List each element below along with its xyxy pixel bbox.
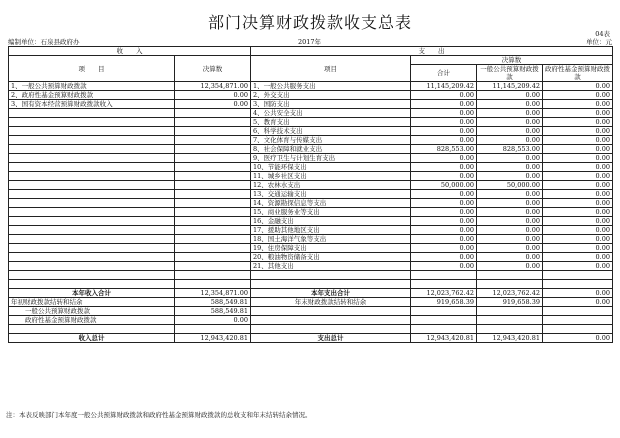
expense-general-value: 0.00 bbox=[477, 118, 543, 127]
expense-general-value: 0.00 bbox=[477, 136, 543, 145]
total-header: 合计 bbox=[411, 65, 477, 82]
income-sum-label: 收入总计 bbox=[9, 333, 175, 342]
expense-item-label: 20、粮油物资储备支出 bbox=[251, 253, 411, 262]
expense-total-value: 0.00 bbox=[411, 208, 477, 217]
table-row bbox=[9, 100, 613, 109]
expense-item-label: 18、国土海洋气象等支出 bbox=[251, 235, 411, 244]
empty-cell bbox=[175, 199, 251, 208]
table-row bbox=[9, 118, 613, 127]
empty-cell bbox=[477, 279, 543, 288]
expense-total-value: 50,000.00 bbox=[411, 181, 477, 190]
expense-sum-total: 12,943,420.81 bbox=[411, 333, 477, 342]
expense-fund-value: 0.00 bbox=[543, 109, 613, 118]
empty-cell bbox=[9, 163, 175, 172]
empty-cell bbox=[175, 136, 251, 145]
empty-cell bbox=[543, 324, 613, 333]
carry-fund-label: 政府性基金预算财政拨款 bbox=[9, 315, 175, 324]
ending-total: 919,658.39 bbox=[411, 297, 477, 306]
carry-general-label: 一般公共预算财政拨款 bbox=[9, 306, 175, 315]
summary-row bbox=[9, 306, 613, 315]
ending-label: 年末财政拨款结转和结余 bbox=[251, 297, 411, 306]
empty-cell bbox=[9, 181, 175, 190]
empty-cell bbox=[477, 315, 543, 324]
expense-general-value: 50,000.00 bbox=[477, 181, 543, 190]
blank-row bbox=[9, 271, 613, 280]
year-label: 2017年 bbox=[298, 38, 322, 46]
expense-item-label: 10、节能环保支出 bbox=[251, 163, 411, 172]
expense-total-label: 本年支出合计 bbox=[251, 288, 411, 297]
empty-cell bbox=[175, 145, 251, 154]
expense-total-value: 0.00 bbox=[411, 163, 477, 172]
expense-total-value: 0.00 bbox=[411, 199, 477, 208]
table-row bbox=[9, 217, 613, 226]
empty-cell bbox=[411, 279, 477, 288]
expense-sum-fund: 0.00 bbox=[543, 333, 613, 342]
empty-cell bbox=[175, 235, 251, 244]
expense-sum-label: 支出总计 bbox=[251, 333, 411, 342]
expense-fund-value: 0.00 bbox=[543, 82, 613, 91]
expense-general-value: 0.00 bbox=[477, 190, 543, 199]
org-info-line bbox=[8, 37, 612, 46]
header-row-1 bbox=[9, 47, 613, 56]
expense-total-fund: 0.00 bbox=[543, 288, 613, 297]
expense-total-value: 0.00 bbox=[411, 154, 477, 163]
empty-cell bbox=[9, 262, 175, 271]
income-total-label: 本年收入合计 bbox=[9, 288, 175, 297]
expense-general-value: 11,145,209.42 bbox=[477, 82, 543, 91]
expense-item-label: 9、医疗卫生与计划生育支出 bbox=[251, 154, 411, 163]
empty-cell bbox=[477, 306, 543, 315]
expense-fund-value: 0.00 bbox=[543, 253, 613, 262]
table-row bbox=[9, 154, 613, 163]
expense-total-value: 0.00 bbox=[411, 136, 477, 145]
expense-item-label: 13、交通运输支出 bbox=[251, 190, 411, 199]
income-item-value: 12,354,871.00 bbox=[175, 82, 251, 91]
empty-cell bbox=[251, 315, 411, 324]
expense-general-value: 0.00 bbox=[477, 235, 543, 244]
expense-item-label: 12、农林水支出 bbox=[251, 181, 411, 190]
expense-general-value: 0.00 bbox=[477, 109, 543, 118]
income-total-value: 12,354,871.00 bbox=[175, 288, 251, 297]
expense-general-value: 0.00 bbox=[477, 91, 543, 100]
empty-cell bbox=[175, 172, 251, 181]
empty-cell bbox=[9, 118, 175, 127]
empty-cell bbox=[251, 271, 411, 280]
expense-fund-value: 0.00 bbox=[543, 172, 613, 181]
empty-cell bbox=[175, 262, 251, 271]
expense-total-general: 12,023,762.42 bbox=[477, 288, 543, 297]
expense-total-value: 0.00 bbox=[411, 100, 477, 109]
summary-row bbox=[9, 315, 613, 324]
table-row bbox=[9, 208, 613, 217]
empty-cell bbox=[9, 136, 175, 145]
expense-total-value: 11,145,209.42 bbox=[411, 82, 477, 91]
expense-item-label: 19、住房保障支出 bbox=[251, 244, 411, 253]
summary-row bbox=[9, 297, 613, 306]
expense-fund-value: 0.00 bbox=[543, 163, 613, 172]
table-row bbox=[9, 199, 613, 208]
expense-general-value: 0.00 bbox=[477, 100, 543, 109]
expense-fund-value: 0.00 bbox=[543, 199, 613, 208]
expense-total-value: 0.00 bbox=[411, 127, 477, 136]
expense-general-value: 0.00 bbox=[477, 127, 543, 136]
income-item-header: 项 目 bbox=[9, 56, 175, 82]
expense-total-sum: 12,023,762.42 bbox=[411, 288, 477, 297]
table-row bbox=[9, 109, 613, 118]
expense-general-value: 0.00 bbox=[477, 262, 543, 271]
expense-total-value: 0.00 bbox=[411, 118, 477, 127]
empty-cell bbox=[175, 324, 251, 333]
empty-cell bbox=[543, 306, 613, 315]
empty-cell bbox=[175, 217, 251, 226]
expense-fund-value: 0.00 bbox=[543, 118, 613, 127]
empty-cell bbox=[175, 118, 251, 127]
empty-cell bbox=[175, 279, 251, 288]
carryover-value: 588,549.81 bbox=[175, 297, 251, 306]
income-item-label: 3、国有资本经营预算财政拨款收入 bbox=[9, 100, 175, 109]
expense-item-label: 2、外交支出 bbox=[251, 91, 411, 100]
empty-cell bbox=[9, 172, 175, 181]
org-label: 编制单位：石泉县政府办 bbox=[8, 38, 80, 46]
expense-general-value: 0.00 bbox=[477, 199, 543, 208]
empty-cell bbox=[175, 163, 251, 172]
expense-sum-general: 12,943,420.81 bbox=[477, 333, 543, 342]
table-row bbox=[9, 136, 613, 145]
expense-fund-value: 0.00 bbox=[543, 226, 613, 235]
table-row bbox=[9, 91, 613, 100]
expense-total-value: 0.00 bbox=[411, 226, 477, 235]
carry-fund-value: 0.00 bbox=[175, 315, 251, 324]
empty-cell bbox=[175, 181, 251, 190]
form-number: 04表 bbox=[595, 30, 610, 38]
summary-row bbox=[9, 333, 613, 342]
expense-fund-value: 0.00 bbox=[543, 181, 613, 190]
empty-cell bbox=[9, 217, 175, 226]
expense-item-label: 11、城乡社区支出 bbox=[251, 172, 411, 181]
empty-cell bbox=[251, 324, 411, 333]
empty-cell bbox=[543, 271, 613, 280]
expense-general-value: 828,553.00 bbox=[477, 145, 543, 154]
expense-item-label: 15、商业服务业等支出 bbox=[251, 208, 411, 217]
table-row bbox=[9, 181, 613, 190]
empty-cell bbox=[411, 315, 477, 324]
expense-general-value: 0.00 bbox=[477, 208, 543, 217]
table-row bbox=[9, 253, 613, 262]
header-row-2 bbox=[9, 56, 613, 65]
summary-row bbox=[9, 288, 613, 297]
empty-cell bbox=[175, 244, 251, 253]
empty-cell bbox=[477, 324, 543, 333]
table-row bbox=[9, 145, 613, 154]
expense-item-label: 7、文化体育与传媒支出 bbox=[251, 136, 411, 145]
expense-fund-value: 0.00 bbox=[543, 136, 613, 145]
empty-cell bbox=[9, 145, 175, 154]
empty-cell bbox=[411, 271, 477, 280]
expense-item-label: 21、其他支出 bbox=[251, 262, 411, 271]
table-row bbox=[9, 172, 613, 181]
expense-general-value: 0.00 bbox=[477, 172, 543, 181]
expense-total-value: 0.00 bbox=[411, 109, 477, 118]
ending-fund: 0.00 bbox=[543, 297, 613, 306]
expense-fund-value: 0.00 bbox=[543, 190, 613, 199]
expense-fund-value: 0.00 bbox=[543, 127, 613, 136]
empty-cell bbox=[251, 279, 411, 288]
empty-cell bbox=[9, 109, 175, 118]
expense-fund-value: 0.00 bbox=[543, 262, 613, 271]
expense-general-value: 0.00 bbox=[477, 163, 543, 172]
table-row bbox=[9, 82, 613, 91]
income-item-value: 0.00 bbox=[175, 91, 251, 100]
empty-cell bbox=[175, 127, 251, 136]
expense-item-label: 17、援助其他地区支出 bbox=[251, 226, 411, 235]
empty-cell bbox=[9, 279, 175, 288]
expense-item-label: 14、资源勘探信息等支出 bbox=[251, 199, 411, 208]
unit-label: 单位：元 bbox=[586, 38, 612, 46]
empty-cell bbox=[543, 315, 613, 324]
empty-cell bbox=[9, 226, 175, 235]
empty-cell bbox=[477, 271, 543, 280]
expense-total-value: 0.00 bbox=[411, 262, 477, 271]
table-row bbox=[9, 190, 613, 199]
expense-fund-value: 0.00 bbox=[543, 154, 613, 163]
expense-item-label: 8、社会保障和就业支出 bbox=[251, 145, 411, 154]
expense-item-label: 3、国防支出 bbox=[251, 100, 411, 109]
empty-cell bbox=[175, 271, 251, 280]
expense-general-value: 0.00 bbox=[477, 217, 543, 226]
income-item-value: 0.00 bbox=[175, 100, 251, 109]
expense-total-value: 0.00 bbox=[411, 253, 477, 262]
expense-item-label: 1、一般公共服务支出 bbox=[251, 82, 411, 91]
empty-cell bbox=[175, 109, 251, 118]
empty-cell bbox=[9, 271, 175, 280]
page-title: 部门决算财政拨款收支总表 bbox=[207, 13, 412, 32]
empty-cell bbox=[175, 208, 251, 217]
expense-fund-value: 0.00 bbox=[543, 217, 613, 226]
table-row bbox=[9, 226, 613, 235]
expense-general-value: 0.00 bbox=[477, 226, 543, 235]
table-row bbox=[9, 244, 613, 253]
expense-total-value: 0.00 bbox=[411, 217, 477, 226]
fund-header: 政府性基金预算财政拨款 bbox=[543, 65, 613, 82]
blank-row bbox=[9, 279, 613, 288]
expense-total-value: 0.00 bbox=[411, 235, 477, 244]
expense-fund-value: 0.00 bbox=[543, 91, 613, 100]
expense-total-value: 0.00 bbox=[411, 190, 477, 199]
empty-cell bbox=[9, 190, 175, 199]
footnote: 注：本表反映部门本年度一般公共预算财政拨款和政府性基金预算财政拨款的总收支和年末结转结余情况。 bbox=[6, 411, 312, 419]
empty-cell bbox=[9, 324, 175, 333]
expense-item-label: 5、教育支出 bbox=[251, 118, 411, 127]
expense-total-value: 0.00 bbox=[411, 244, 477, 253]
expense-fund-value: 0.00 bbox=[543, 100, 613, 109]
table-row bbox=[9, 262, 613, 271]
empty-cell bbox=[175, 154, 251, 163]
summary-row bbox=[9, 324, 613, 333]
expense-item-label: 4、公共安全支出 bbox=[251, 109, 411, 118]
empty-cell bbox=[411, 306, 477, 315]
empty-cell bbox=[411, 324, 477, 333]
carry-general-value: 588,549.81 bbox=[175, 306, 251, 315]
expense-total-value: 828,553.00 bbox=[411, 145, 477, 154]
income-header: 收 入 bbox=[9, 47, 251, 56]
empty-cell bbox=[543, 279, 613, 288]
finance-summary-table bbox=[8, 46, 613, 343]
empty-cell bbox=[175, 253, 251, 262]
ending-general: 919,658.39 bbox=[477, 297, 543, 306]
expense-fund-value: 0.00 bbox=[543, 208, 613, 217]
empty-cell bbox=[9, 244, 175, 253]
carryover-label: 年初财政拨款结转和结余 bbox=[9, 297, 175, 306]
expense-item-label: 16、金融支出 bbox=[251, 217, 411, 226]
expense-general-value: 0.00 bbox=[477, 253, 543, 262]
income-amount-header: 决算数 bbox=[175, 56, 251, 82]
empty-cell bbox=[9, 208, 175, 217]
expense-total-value: 0.00 bbox=[411, 91, 477, 100]
expense-general-value: 0.00 bbox=[477, 244, 543, 253]
empty-cell bbox=[175, 190, 251, 199]
empty-cell bbox=[9, 154, 175, 163]
expense-total-value: 0.00 bbox=[411, 172, 477, 181]
expense-item-header: 项目 bbox=[251, 56, 411, 82]
expense-general-value: 0.00 bbox=[477, 154, 543, 163]
empty-cell bbox=[9, 127, 175, 136]
table-row bbox=[9, 127, 613, 136]
general-header: 一般公共预算财政拨款 bbox=[477, 65, 543, 82]
table-row bbox=[9, 235, 613, 244]
expense-amount-header: 决算数 bbox=[411, 56, 613, 65]
empty-cell bbox=[9, 253, 175, 262]
empty-cell bbox=[251, 306, 411, 315]
income-item-label: 1、一般公共预算财政拨款 bbox=[9, 82, 175, 91]
expense-header: 支 出 bbox=[251, 47, 613, 56]
expense-fund-value: 0.00 bbox=[543, 244, 613, 253]
table-row bbox=[9, 163, 613, 172]
expense-item-label: 6、科学技术支出 bbox=[251, 127, 411, 136]
empty-cell bbox=[9, 235, 175, 244]
expense-fund-value: 0.00 bbox=[543, 235, 613, 244]
income-sum-value: 12,943,420.81 bbox=[175, 333, 251, 342]
empty-cell bbox=[175, 226, 251, 235]
empty-cell bbox=[9, 199, 175, 208]
income-item-label: 2、政府性基金预算财政拨款 bbox=[9, 91, 175, 100]
expense-fund-value: 0.00 bbox=[543, 145, 613, 154]
